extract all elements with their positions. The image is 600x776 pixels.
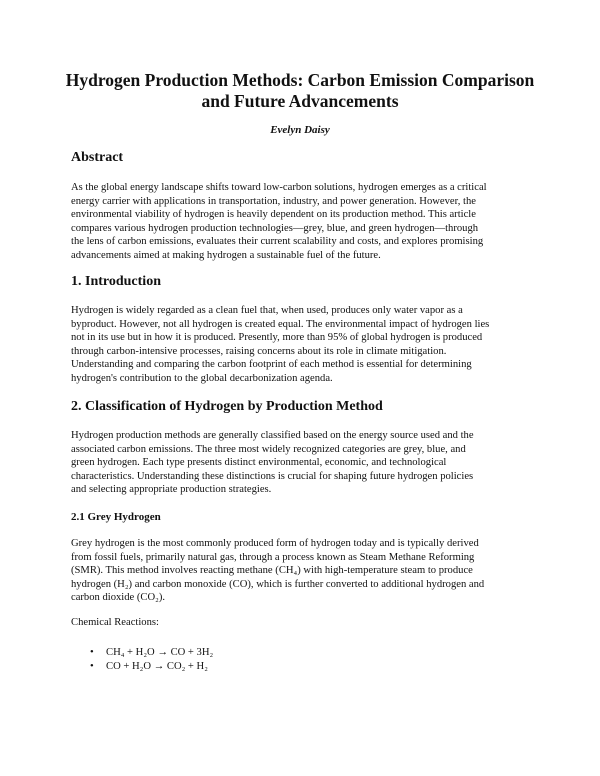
text-line: energy carrier with applications in transportation, industry, and power generation. However, the [71, 195, 476, 207]
text-line: green hydrogen. Each type presents distinct environmental, economic, and technological [71, 457, 447, 468]
reactions-label: Chemical Reactions: [71, 617, 159, 628]
text-line: Understanding and comparing the carbon footprint of each method is essential for determining [71, 359, 472, 370]
text-line: characteristics. Understanding these distinctions is crucial for shaping future hydrogen policies [71, 470, 474, 482]
classification-paragraph [71, 429, 529, 497]
text-line: hydrogen's contribution to the global decarbonization agenda. [71, 372, 333, 384]
reactions-list [90, 646, 213, 673]
text-line: associated carbon emissions. The three most widely recognized categories are grey, blue, and [71, 443, 466, 455]
text-line: advancements aimed at making hydrogen a sustainable fuel of the future. [71, 249, 381, 261]
reaction-item: • CH₄ + H₂O → CO + 3H₂ [90, 646, 213, 660]
text-line: carbon dioxide (CO₂). [71, 592, 166, 603]
text-line: byproduct. However, not all hydrogen is created equal. The environmental impact of hydrogen lies [71, 318, 490, 330]
abstract-paragraph [71, 181, 529, 262]
grey-hydrogen-paragraph [71, 537, 529, 605]
introduction-paragraph [71, 304, 529, 385]
text-line: and selecting appropriate production strategies. [71, 484, 272, 495]
author-name: Evelyn Daisy [270, 124, 330, 136]
text-line: the lens of carbon emissions, evaluates their current scalability and costs, and explores promising [71, 236, 484, 247]
reaction-item: • CO + H₂O → CO₂ + H₂ [90, 660, 213, 674]
paper-title [60, 70, 540, 112]
text-line: hydrogen (H₂) and carbon monoxide (CO), which is further converted to additional hydrogen and [71, 578, 485, 590]
text-line: (SMR). This method involves reacting methane (CH₄) with high-temperature steam to produce [71, 565, 473, 576]
text-line: Grey hydrogen is the most commonly produced form of hydrogen today and is typically derived [71, 538, 479, 549]
text-line: Hydrogen is widely regarded as a clean fuel that, when used, produces only water vapor as a [71, 305, 463, 316]
text-line: As the global energy landscape shifts toward low-carbon solutions, hydrogen emerges as a critical [71, 182, 487, 193]
text-line: through carbon-intensive processes, raising concerns about its role in climate mitigation. [71, 345, 447, 357]
grey-hydrogen-heading: 2.1 Grey Hydrogen [71, 511, 161, 523]
introduction-heading: 1. Introduction [71, 274, 161, 289]
title-line: Hydrogen Production Methods: Carbon Emission Comparison [65, 70, 535, 90]
text-line: from fossil fuels, primarily natural gas, through a process known as Steam Methane Reforming [71, 551, 475, 563]
abstract-heading: Abstract [71, 150, 124, 165]
classification-heading: 2. Classification of Hydrogen by Production Method [71, 399, 383, 414]
text-line: Hydrogen production methods are generally classified based on the energy source used and the [71, 430, 474, 441]
text-line: not in its use but in how it is produced. Presently, more than 95% of global hydrogen is produced [71, 332, 483, 343]
title-line: and Future Advancements [201, 91, 399, 111]
text-line: environmental viability of hydrogen is heavily dependent on its production method. This article [71, 209, 476, 220]
text-line: compares various hydrogen production technologies—grey, blue, and green hydrogen—through [71, 222, 479, 234]
